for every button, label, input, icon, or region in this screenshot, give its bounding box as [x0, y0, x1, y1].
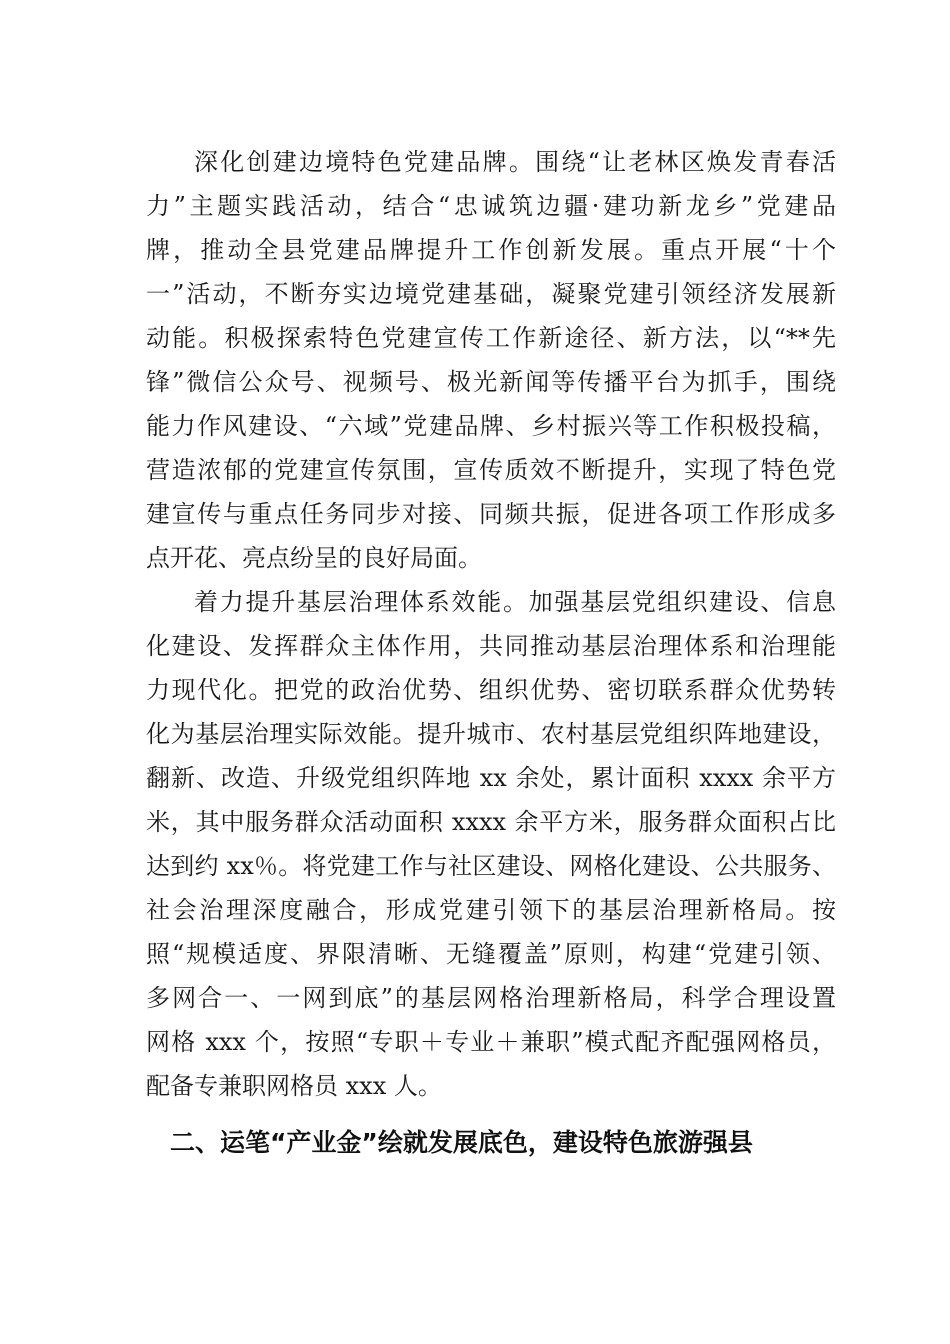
paragraph-line: 能力作风建设、“六域”党建品牌、乡村振兴等工作积极投稿， — [146, 412, 836, 440]
paragraph-line: 动能。积极探索特色党建宣传工作新途径、新方法，以“**先 — [146, 324, 836, 352]
section-heading: 二、运笔“产业金”绘就发展底色，建设特色旅游强县 — [170, 1128, 753, 1157]
paragraph-line: 点开花、亮点纷呈的良好局面。 — [146, 544, 482, 572]
paragraph-line: 力”主题实践活动，结合“忠诚筑边疆·建功新龙乡”党建品 — [146, 192, 836, 220]
paragraph-line: 深化创建边境特色党建品牌。围绕“让老林区焕发青春活 — [194, 148, 836, 176]
paragraph-line: 多网合一、一网到底”的基层网格治理新格局，科学合理设置 — [146, 984, 836, 1012]
paragraph-line: 着力提升基层治理体系效能。加强基层党组织建设、信息 — [194, 588, 836, 616]
paragraph-line: 牌，推动全县党建品牌提升工作创新发展。重点开展“十个 — [146, 236, 836, 264]
paragraph-line: 建宣传与重点任务同步对接、同频共振，促进各项工作形成多 — [146, 500, 836, 528]
paragraph-line: 力现代化。把党的政治优势、组织优势、密切联系群众优势转 — [146, 676, 836, 704]
paragraph-line: 化为基层治理实际效能。提升城市、农村基层党组织阵地建设， — [146, 720, 836, 748]
paragraph-line: 锋”微信公众号、视频号、极光新闻等传播平台为抓手，围绕 — [146, 368, 836, 396]
paragraph-line: 一”活动，不断夯实边境党建基础，凝聚党建引领经济发展新 — [146, 280, 836, 308]
paragraph-line: 米，其中服务群众活动面积 xxxx 余平方米，服务群众面积占比 — [146, 808, 836, 836]
paragraph-line: 配备专兼职网格员 xxx 人。 — [146, 1072, 442, 1100]
paragraph-line: 达到约 xx％。将党建工作与社区建设、网格化建设、公共服务、 — [146, 852, 836, 880]
paragraph-line: 营造浓郁的党建宣传氛围，宣传质效不断提升，实现了特色党 — [146, 456, 836, 484]
paragraph-line: 照“规模适度、界限清晰、无缝覆盖”原则，构建“党建引领、 — [146, 940, 836, 968]
paragraph-line: 社会治理深度融合，形成党建引领下的基层治理新格局。按 — [146, 896, 836, 924]
paragraph-line: 翻新、改造、升级党组织阵地 xx 余处，累计面积 xxxx 余平方 — [146, 764, 836, 792]
paragraph-line: 化建设、发挥群众主体作用，共同推动基层治理体系和治理能 — [146, 632, 836, 660]
paragraph-line: 网格 xxx 个，按照“专职＋专业＋兼职”模式配齐配强网格员， — [146, 1028, 836, 1056]
